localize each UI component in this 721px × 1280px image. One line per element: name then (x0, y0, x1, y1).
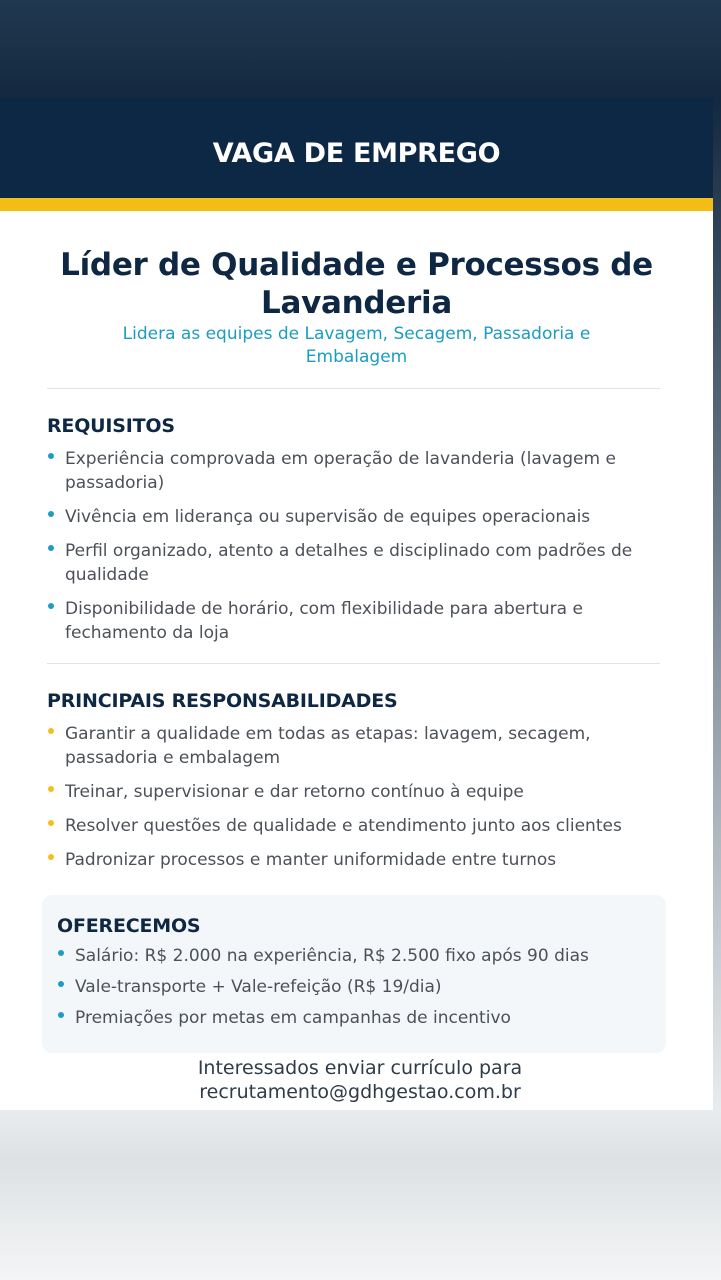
offers-list (57, 944, 657, 1037)
offers-box (42, 895, 666, 1053)
bullet-icon (48, 854, 54, 860)
list-item: Disponibilidade de horário, com flexibilidade para abertura e fechamento da loja (47, 597, 672, 645)
requirements-list (47, 447, 672, 655)
offers-title: OFERECEMOS (57, 915, 201, 937)
requirements-title: REQUISITOS (47, 415, 175, 437)
bullet-icon (48, 728, 54, 734)
bullet-icon (58, 1012, 64, 1018)
contact-email: recrutamento@gdhgestao.com.br (199, 1081, 521, 1103)
bullet-icon (48, 603, 54, 609)
list-item: Resolver questões de qualidade e atendimento junto aos clientes (47, 814, 672, 838)
divider (47, 663, 660, 664)
divider (47, 388, 660, 389)
list-item: Padronizar processos e manter uniformidade entre turnos (47, 848, 672, 872)
list-item: Experiência comprovada em operação de lavanderia (lavagem e passadoria) (47, 447, 672, 495)
list-item: Premiações por metas em campanhas de incentivo (57, 1006, 657, 1030)
job-posting-card (0, 98, 713, 1110)
list-item: Salário: R$ 2.000 na experiência, R$ 2.500 fixo após 90 dias (57, 944, 657, 968)
contact-info (100, 1056, 620, 1104)
top-background-band (0, 0, 721, 98)
bullet-icon (48, 786, 54, 792)
bullet-icon (58, 981, 64, 987)
contact-line: Interessados enviar currículo para (197, 1057, 523, 1079)
yellow-accent-bar (0, 198, 713, 211)
card-header (0, 98, 713, 198)
list-item: Vale-transporte + Vale-refeição (R$ 19/dia) (57, 975, 657, 999)
header-title: VAGA DE EMPREGO (212, 138, 501, 169)
list-item: Treinar, supervisionar e dar retorno contínuo à equipe (47, 780, 672, 804)
responsibilities-title: PRINCIPAIS RESPONSABILIDADES (47, 690, 398, 712)
list-item: Garantir a qualidade em todas as etapas: lavagem, secagem, passadoria e embalagem (47, 722, 672, 770)
bullet-icon (48, 511, 54, 517)
bullet-icon (48, 820, 54, 826)
responsibilities-list (47, 722, 672, 882)
job-title: Líder de Qualidade e Processos de Lavanderia (60, 247, 653, 321)
job-subtitle: Lidera as equipes de Lavagem, Secagem, Passadoria e Embalagem (122, 324, 591, 367)
bullet-icon (48, 545, 54, 551)
bullet-icon (58, 950, 64, 956)
list-item: Vivência em liderança ou supervisão de equipes operacionais (47, 505, 672, 529)
bullet-icon (48, 453, 54, 459)
list-item: Perfil organizado, atento a detalhes e disciplinado com padrões de qualidade (47, 539, 672, 587)
